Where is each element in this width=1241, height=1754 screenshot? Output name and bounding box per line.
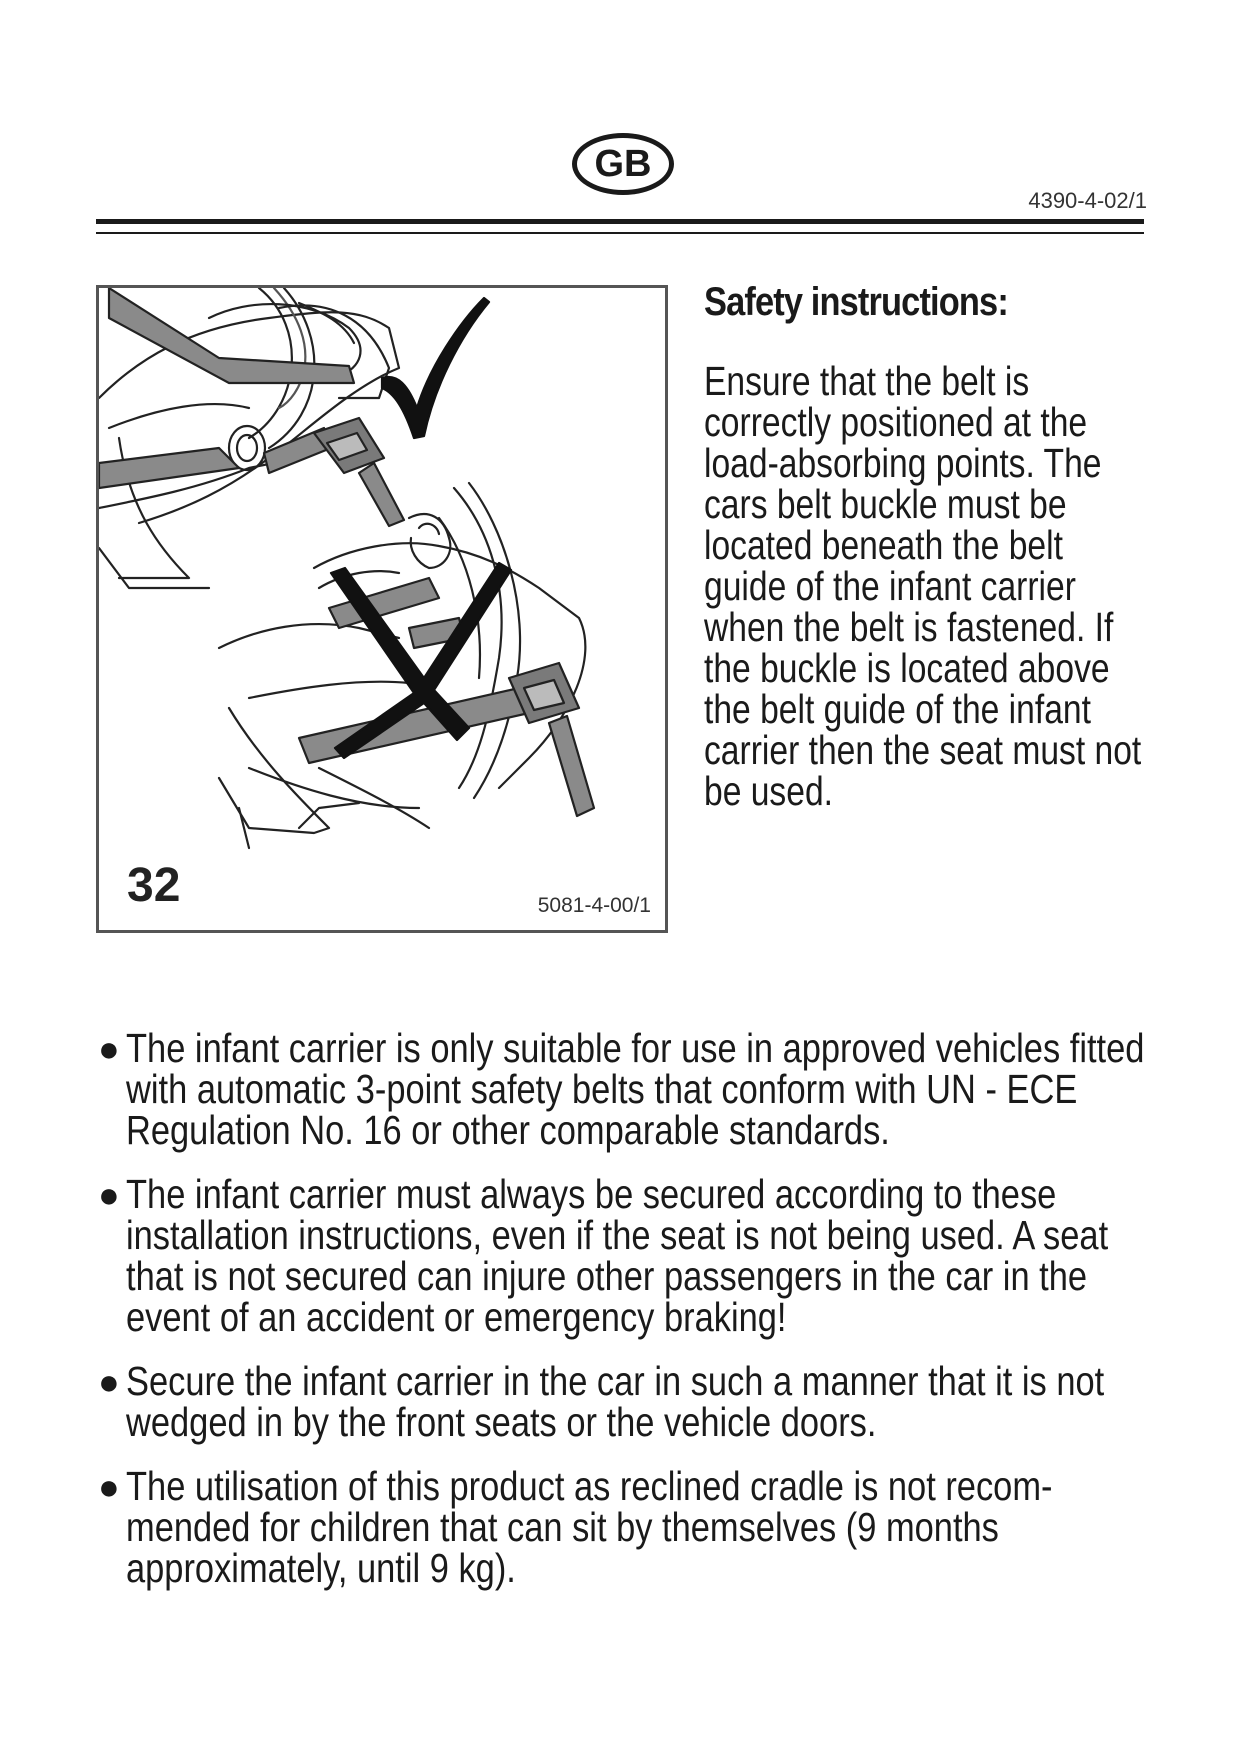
- figure-number: 32: [127, 859, 181, 912]
- safety-instructions-title: Safety instructions:: [704, 280, 1008, 324]
- list-item: [96, 1171, 1156, 1340]
- bullet-icon: ●: [98, 1174, 120, 1215]
- list-item-text: The infant carrier is only suitable for use in approved vehicles fitted with automatic 3-point safety belts that conform with UN - ECE Regulation No. 16 or other comparable standards.: [126, 1025, 1145, 1153]
- list-item-text: The utilisation of this product as reclined cradle is not recom-mended for children that can sit by themselves (9 months approximately, until 9 kg).: [126, 1463, 1053, 1591]
- bullet-icon: ●: [98, 1466, 120, 1507]
- bullet-icon: ●: [98, 1361, 120, 1402]
- car-seat-illustration: [99, 288, 665, 930]
- document-code: 4390-4-02/1: [1028, 188, 1147, 213]
- bullet-icon: ●: [98, 1028, 120, 1069]
- list-item: [96, 1463, 1156, 1591]
- header-divider-thin: [96, 232, 1144, 234]
- safety-instructions-panel: [704, 280, 1164, 812]
- list-item-text: The infant carrier must always be secured according to these installation instructions, even if the seat is not being used. A seat that is not secured can injure other passengers in the car in the event of an accident or emergency braking!: [126, 1171, 1109, 1340]
- figure-code: 5081-4-00/1: [537, 894, 651, 917]
- list-item: [96, 1025, 1156, 1153]
- header-divider-thick: [96, 219, 1144, 224]
- list-item: [96, 1358, 1156, 1445]
- country-badge: GB: [572, 133, 674, 195]
- list-item-text: Secure the infant carrier in the car in such a manner that it is not wedged in by the front seats or the vehicle doors.: [126, 1358, 1105, 1445]
- illustration-figure: [96, 285, 668, 933]
- safety-instructions-body: Ensure that the belt is correctly positioned at the load-absorbing points. The cars belt buckle must be located beneath the belt guide of the infant carrier when the belt is fastened. If the buckle is located above the belt guide of the infant carrier then the seat must not be used.: [704, 358, 1142, 814]
- safety-bullet-list: [96, 1025, 1156, 1612]
